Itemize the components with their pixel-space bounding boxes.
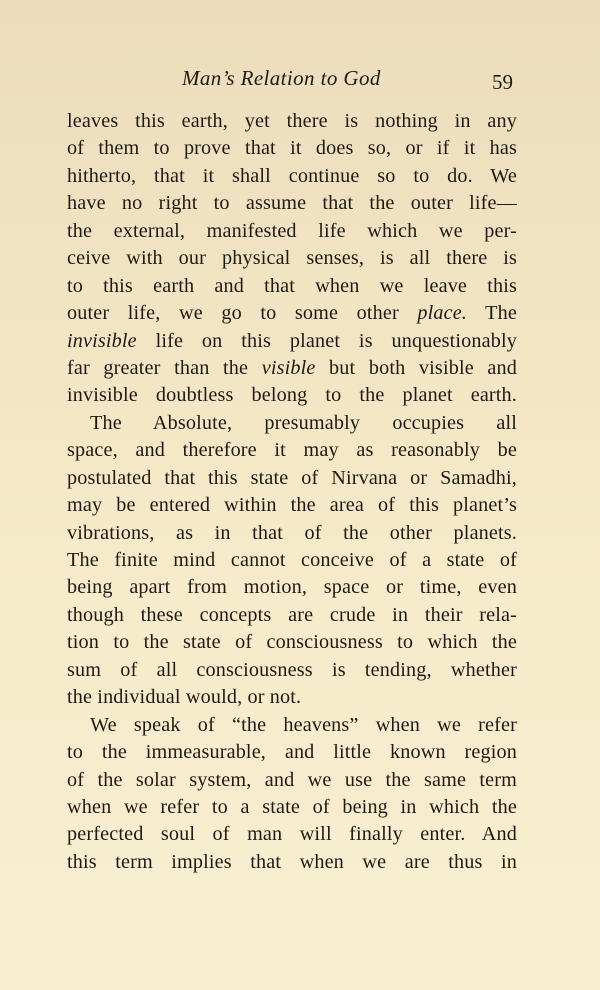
text-line <box>67 410 517 437</box>
text-segment: space, and therefore it may as reasonably be <box>67 439 517 462</box>
text-line <box>67 794 517 821</box>
running-head <box>0 66 600 96</box>
text-line <box>67 520 517 547</box>
text-segment: tion to the state of consciousness to which the <box>67 631 517 654</box>
text-line <box>67 547 517 574</box>
text-segment: leaves this earth, yet there is nothing in any <box>67 110 517 132</box>
italic-text: place. <box>417 302 468 325</box>
text-segment: outer life, we go to some other <box>67 302 418 325</box>
text-line <box>67 821 517 848</box>
text-line <box>67 712 517 739</box>
text-line <box>67 767 517 794</box>
page-number: 59 <box>492 70 513 94</box>
text-line <box>67 602 517 629</box>
text-segment: to this earth and that when we leave this <box>67 274 517 297</box>
text-line <box>67 300 517 327</box>
text-segment: may be entered within the area of this planet’s <box>67 494 517 517</box>
text-segment: The finite mind cannot conceive of a state of <box>67 549 517 571</box>
text-segment: The Absolute, presumably occupies all <box>90 411 517 434</box>
text-segment: of them to prove that it does so, or if it has <box>67 137 517 160</box>
text-line <box>67 849 517 876</box>
text-segment: but both visible and <box>315 356 517 379</box>
text-line <box>67 574 517 601</box>
text-line <box>67 108 517 135</box>
text-segment: ceive with our physical senses, is all there is <box>67 247 517 270</box>
running-title: Man’s Relation to God <box>182 66 381 90</box>
text-segment: We speak of “the heavens” when we refer <box>90 713 517 736</box>
text-segment: vibrations, as in that of the other planets. <box>67 521 517 544</box>
text-line <box>67 465 517 492</box>
text-segment: this term implies that when we are thus in <box>67 850 517 873</box>
text-segment: The <box>467 302 518 325</box>
text-segment: life on this planet is unquestionably <box>136 329 517 352</box>
text-segment: invisible doubtless belong to the planet earth. <box>67 384 517 407</box>
text-line <box>67 437 517 464</box>
italic-text: visible <box>261 356 316 379</box>
text-segment: hitherto, that it shall continue so to do. We <box>67 164 517 187</box>
text-segment: the external, manifested life which we per- <box>67 219 517 242</box>
text-segment: sum of all consciousness is tending, whether <box>67 658 517 681</box>
text-line <box>67 629 517 656</box>
text-segment: of the solar system, and we use the same term <box>67 768 517 791</box>
text-line <box>67 163 517 190</box>
text-line <box>67 657 517 684</box>
text-segment: far greater than the <box>67 356 262 379</box>
text-segment: postulated that this state of Nirvana or Samadhi, <box>67 466 517 489</box>
text-line <box>67 492 517 519</box>
text-line <box>67 135 517 162</box>
text-segment: to the immeasurable, and little known region <box>67 741 517 764</box>
text-segment: though these concepts are crude in their rela- <box>67 603 517 626</box>
text-line <box>67 273 517 300</box>
text-line <box>67 190 517 217</box>
text-line <box>67 382 517 409</box>
text-line <box>67 328 517 355</box>
text-segment: being apart from motion, space or time, even <box>67 576 517 599</box>
text-segment: perfected soul of man will finally enter. And <box>67 823 517 846</box>
italic-text: invisible <box>67 329 137 352</box>
text-segment: when we refer to a state of being in which the <box>67 795 517 818</box>
text-segment: the individual would, or not. <box>67 686 302 709</box>
text-line <box>67 355 517 382</box>
text-line <box>67 245 517 272</box>
text-line <box>67 218 517 245</box>
text-line <box>67 739 517 766</box>
body-text <box>67 108 517 876</box>
text-segment: have no right to assume that the outer life— <box>67 192 517 215</box>
text-line <box>67 684 517 711</box>
